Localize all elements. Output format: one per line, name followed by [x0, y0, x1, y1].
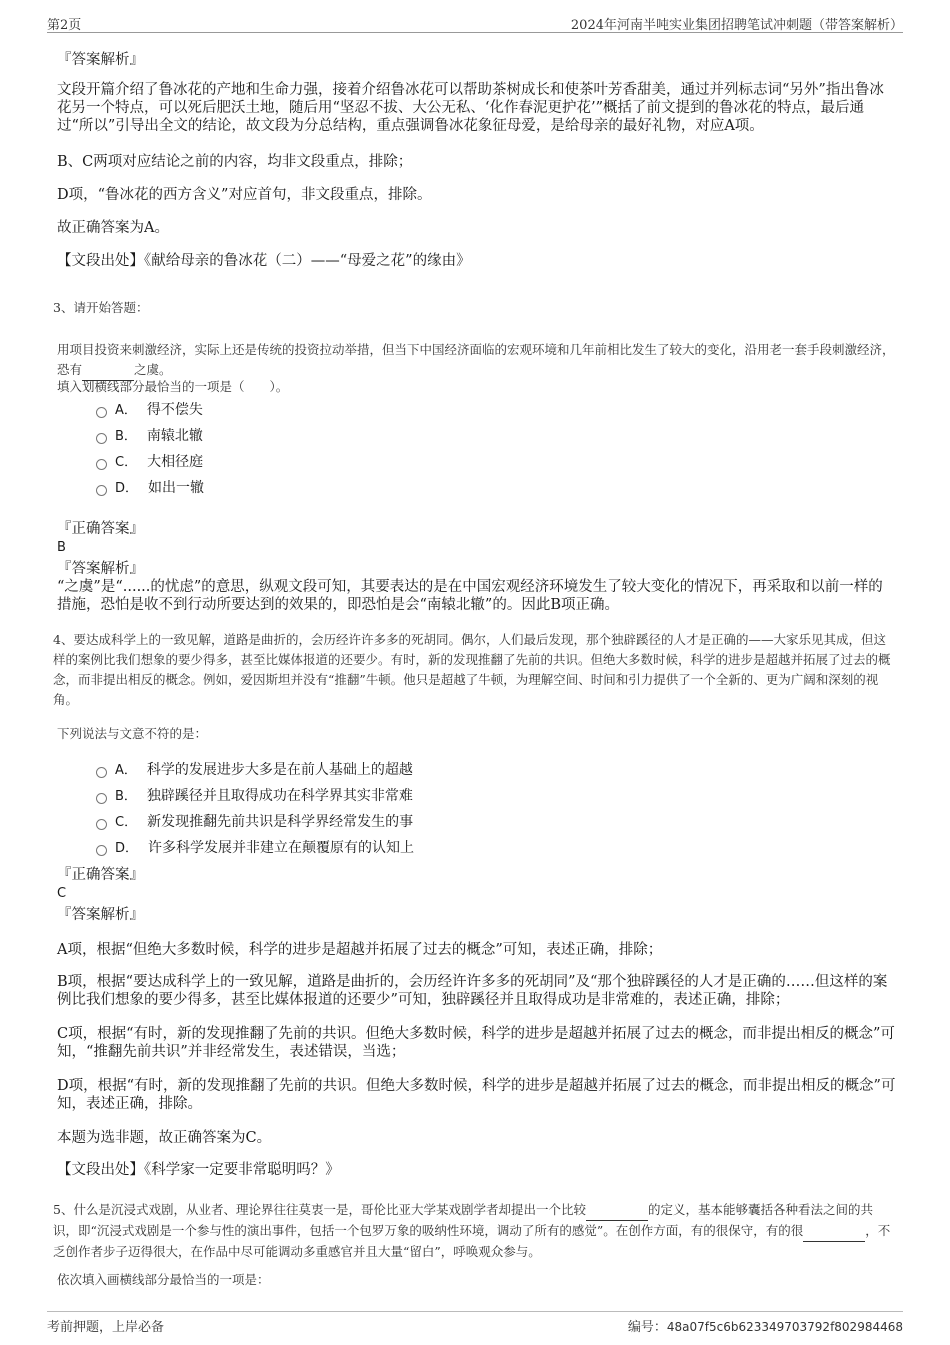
document-code: 编号：48a07f5c6b623349703792f802984468	[627, 1320, 903, 1335]
q5-stem-block	[53, 1200, 897, 1262]
page-number: 第2页	[47, 18, 82, 33]
q5-stem-part1: 什么是沉浸式戏剧，从业者、理论界往往莫衷一是，哥伦比亚大学某戏剧学者却提出一个比较	[73, 1202, 586, 1217]
radio-icon[interactable]	[96, 433, 107, 444]
q5-blank-1	[586, 1200, 648, 1221]
q4-stem: 要达成科学上的一致见解，道路是曲折的，会历经许许多多的死胡同。偶尔，人们最后发现，那个独辟蹊径的人才是正确的——大家乐见其成，但这样的案例比我们想象的要少得多，甚至比媒体报道的还要少。有时，新的发现推翻了先前的共识。但绝大多数时候，科学的进步是超越并拓展了过去的概念，而非提出相反的概念。例如，爱因斯坦并没有“推翻”牛顿。他只是超越了牛顿，为理解空间、时间和引力提供了一个全新的、更为广阔和深刻的视角。	[53, 632, 891, 707]
q3-stem	[57, 340, 897, 381]
q2-explain-label: 『答案解析』	[57, 52, 144, 68]
q3-number: 3、请开始答题：	[53, 300, 149, 315]
q5-blank-2	[803, 1221, 865, 1242]
radio-icon[interactable]	[96, 407, 107, 418]
q4-option-b[interactable]: B． 独辟蹊径并且取得成功在科学界其实非常难	[96, 786, 413, 807]
radio-icon[interactable]	[96, 793, 107, 804]
q4-option-a[interactable]: A． 科学的发展进步大多是在前人基础上的超越	[96, 760, 413, 781]
q3-prompt: 填入划横线部分最恰当的一项是（ ）。	[57, 379, 289, 394]
radio-icon[interactable]	[96, 485, 107, 496]
radio-icon[interactable]	[96, 819, 107, 830]
q4-explain-d: D项，根据“有时，新的发现推翻了先前的共识。但绝大多数时候，科学的进步是超越并拓展了过去的概念，而非提出相反的概念”可知，表述正确，排除。	[57, 1078, 896, 1112]
q5-stem-part2: 的定义，基本能够囊括各种看法之间的共识，即“沉浸式戏剧是一个参与性的演出事件，包括一个包罗万象的吸纳性环境，调动了所有的感觉”。在创作方面，有的很保守，有的很	[53, 1202, 873, 1238]
q3-stem-text: 用项目投资来刺激经济，实际上还是传统的投资拉动举措，但当下中国经济面临的宏观环境和几年前相比发生了较大的变化，沿用老一套手段刺激经济，恐有	[57, 342, 895, 377]
q5-stem-part3: ，不乏创作者步子迈得很大，在作品中尽可能调动多重感官并且大量“留白”，呼唤观众参与。	[53, 1223, 891, 1259]
page-header	[47, 12, 903, 33]
q3-correct-answer: B	[57, 540, 66, 555]
q4-correct-label: 『正确答案』	[57, 867, 144, 883]
document-title: 2024年河南半吨实业集团招聘笔试冲刺题（带答案解析）	[570, 18, 903, 33]
q3-option-c[interactable]: C． 大相径庭	[96, 452, 203, 473]
footer-slogan: 考前押题，上岸必备	[47, 1320, 165, 1335]
page-footer	[47, 1311, 903, 1336]
q3-option-d[interactable]: D． 如出一辙	[96, 478, 204, 499]
q2-explain-bc: B、C两项对应结论之前的内容，均非文段重点，排除；	[57, 154, 413, 170]
q4-source: 【文段出处】《科学家一定要非常聪明吗？》	[57, 1162, 340, 1178]
q4-explain-c: C项，根据“有时，新的发现推翻了先前的共识。但绝大多数时候，科学的进步是超越并拓展了过去的概念，而非提出相反的概念”可知，“推翻先前共识”并非经常发生，表述错误，当选；	[57, 1026, 895, 1060]
q4-stem-block	[53, 630, 897, 710]
radio-icon[interactable]	[96, 845, 107, 856]
q5-prompt: 依次填入画横线部分最恰当的一项是：	[57, 1272, 270, 1287]
q2-conclusion: 故正确答案为A。	[57, 220, 169, 236]
q3-explain-label: 『答案解析』	[57, 561, 144, 577]
q4-correct-answer: C	[57, 886, 67, 901]
q4-prompt: 下列说法与文意不符的是：	[57, 726, 208, 741]
radio-icon[interactable]	[96, 767, 107, 778]
q2-explain-paragraph: 文段开篇介绍了鲁冰花的产地和生命力强，接着介绍鲁冰花可以帮助茶树成长和使茶叶芳香甜美，通过并列标志词“另外”指出鲁冰花另一个特点，可以死后肥沃土地，随后用“坚忍不拔、大公无私、‘化作春泥更护花’”概括了前文提到的鲁冰花的特点，最后通过“所以”引导出全文的结论，故文段为分总结构，重点强调鲁冰花象征母爱，是给母亲的最好礼物，对应A项。	[57, 82, 884, 134]
q4-explain-a: A项，根据“但绝大多数时候，科学的进步是超越并拓展了过去的概念”可知，表述正确，排除；	[57, 942, 663, 958]
q4-explain-label: 『答案解析』	[57, 907, 144, 923]
q3-option-b[interactable]: B． 南辕北辙	[96, 426, 203, 447]
q3-stem-end: 之虞。	[134, 362, 172, 377]
q3-correct-label: 『正确答案』	[57, 521, 144, 537]
q2-explain-d: D项，“鲁冰花的西方含义”对应首句，非文段重点，排除。	[57, 187, 432, 203]
radio-icon[interactable]	[96, 459, 107, 470]
q4-number: 4、	[53, 632, 74, 647]
q4-explain-b: B项，根据“要达成科学上的一致见解，道路是曲折的，会历经许许多多的死胡同”及“那个独辟蹊径的人才是正确的……但这样的案例比我们想象的要少得多，甚至比媒体报道的还要少”可知，独辟蹊径并且取得成功是非常难的，表述正确，排除；	[57, 974, 888, 1008]
q2-source: 【文段出处】《献给母亲的鲁冰花（二）——“母爱之花”的缘由》	[57, 253, 471, 269]
q4-option-c[interactable]: C． 新发现推翻先前共识是科学界经常发生的事	[96, 812, 413, 833]
q5-number: 5、	[53, 1202, 74, 1217]
q3-explain: “之虞”是“......的忧虑”的意思，纵观文段可知，其要表达的是在中国宏观经济环境发生了较大变化的情况下，再采取和以前一样的措施，恐怕是收不到行动所要达到的效果的，即恐怕是会“南辕北辙”的。因此B项正确。	[57, 579, 883, 613]
q3-option-a[interactable]: A． 得不偿失	[96, 400, 203, 421]
q4-conclusion: 本题为选非题，故正确答案为C。	[57, 1130, 272, 1146]
q4-option-d[interactable]: D． 许多科学发展并非建立在颠覆原有的认知上	[96, 838, 414, 859]
